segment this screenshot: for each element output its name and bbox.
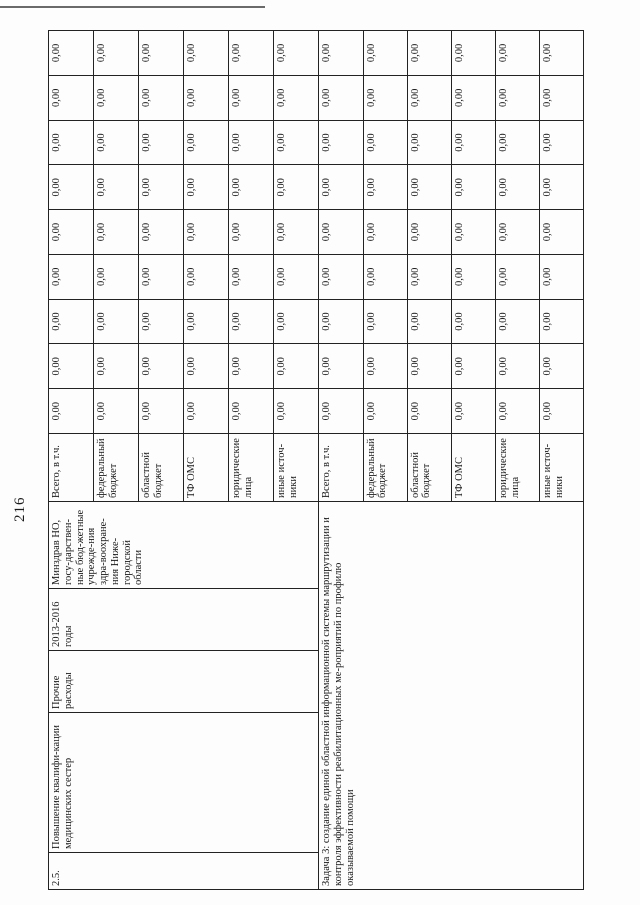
value-cell: 0,00: [363, 120, 407, 165]
value-cell: 0,00: [451, 389, 495, 434]
value-cell: 0,00: [94, 120, 139, 165]
funding-source-label: областной бюджет: [139, 434, 184, 502]
value-cell: 0,00: [49, 210, 94, 255]
value-cell: 0,00: [495, 254, 539, 299]
value-cell: 0,00: [319, 254, 363, 299]
value-cell: 0,00: [49, 120, 94, 165]
row-period: 2013-2016 годы: [49, 589, 319, 651]
value-cell: 0,00: [539, 389, 583, 434]
task-heading: Задача 3: создание единой областной информационной системы маршрутизации и контроля эффективности реабилитационных ме-роприятий по профилю оказываемой помощи: [319, 502, 584, 890]
funding-source-label: Всего, в т.ч.: [49, 434, 94, 502]
value-cell: 0,00: [451, 75, 495, 120]
value-cell: 0,00: [319, 344, 363, 389]
value-cell: 0,00: [94, 165, 139, 210]
value-cell: 0,00: [495, 344, 539, 389]
value-cell: 0,00: [139, 75, 184, 120]
value-cell: 0,00: [319, 299, 363, 344]
value-cell: 0,00: [49, 254, 94, 299]
funding-source-label: иные источ-ники: [539, 434, 583, 502]
value-cell: 0,00: [363, 254, 407, 299]
value-cell: 0,00: [407, 120, 451, 165]
value-cell: 0,00: [495, 389, 539, 434]
funding-source-label: иные источ-ники: [274, 434, 319, 502]
value-cell: 0,00: [539, 120, 583, 165]
funding-source-label: юридические лица: [495, 434, 539, 502]
funding-source-label: юридические лица: [229, 434, 274, 502]
value-cell: 0,00: [139, 210, 184, 255]
funding-source-label: федеральный бюджет: [94, 434, 139, 502]
rotated-sheet: [12, 30, 584, 890]
value-cell: 0,00: [184, 75, 229, 120]
value-cell: 0,00: [184, 344, 229, 389]
row-expense-type: Прочие расходы: [49, 651, 319, 713]
value-cell: 0,00: [451, 344, 495, 389]
value-cell: 0,00: [495, 75, 539, 120]
value-cell: 0,00: [363, 75, 407, 120]
value-cell: 0,00: [407, 31, 451, 76]
value-cell: 0,00: [229, 389, 274, 434]
row-number: 2.5.: [49, 853, 319, 890]
value-cell: 0,00: [49, 344, 94, 389]
value-cell: 0,00: [407, 299, 451, 344]
value-cell: 0,00: [363, 210, 407, 255]
value-cell: 0,00: [229, 120, 274, 165]
value-cell: 0,00: [184, 389, 229, 434]
value-cell: 0,00: [274, 254, 319, 299]
value-cell: 0,00: [363, 31, 407, 76]
value-cell: 0,00: [184, 254, 229, 299]
value-cell: 0,00: [274, 165, 319, 210]
program-table: [48, 30, 584, 890]
value-cell: 0,00: [319, 120, 363, 165]
value-cell: 0,00: [139, 389, 184, 434]
value-cell: 0,00: [49, 165, 94, 210]
value-cell: 0,00: [139, 120, 184, 165]
value-cell: 0,00: [49, 299, 94, 344]
value-cell: 0,00: [319, 165, 363, 210]
value-cell: 0,00: [229, 299, 274, 344]
funding-source-label: Всего, в т.ч.: [319, 434, 363, 502]
value-cell: 0,00: [319, 31, 363, 76]
value-cell: 0,00: [319, 389, 363, 434]
value-cell: 0,00: [539, 31, 583, 76]
value-cell: 0,00: [539, 165, 583, 210]
value-cell: 0,00: [139, 299, 184, 344]
value-cell: 0,00: [184, 31, 229, 76]
value-cell: 0,00: [94, 344, 139, 389]
value-cell: 0,00: [451, 254, 495, 299]
value-cell: 0,00: [274, 299, 319, 344]
value-cell: 0,00: [407, 344, 451, 389]
value-cell: 0,00: [451, 120, 495, 165]
value-cell: 0,00: [139, 344, 184, 389]
value-cell: 0,00: [407, 165, 451, 210]
table-row: [319, 31, 363, 890]
value-cell: 0,00: [274, 344, 319, 389]
value-cell: 0,00: [229, 165, 274, 210]
value-cell: 0,00: [495, 165, 539, 210]
value-cell: 0,00: [139, 31, 184, 76]
value-cell: 0,00: [407, 389, 451, 434]
funding-source-label: ТФ ОМС: [451, 434, 495, 502]
value-cell: 0,00: [539, 75, 583, 120]
value-cell: 0,00: [495, 299, 539, 344]
funding-source-label: областной бюджет: [407, 434, 451, 502]
value-cell: 0,00: [229, 210, 274, 255]
page-number: 216: [12, 496, 28, 522]
value-cell: 0,00: [319, 75, 363, 120]
value-cell: 0,00: [319, 210, 363, 255]
value-cell: 0,00: [94, 299, 139, 344]
value-cell: 0,00: [229, 344, 274, 389]
value-cell: 0,00: [451, 299, 495, 344]
value-cell: 0,00: [539, 299, 583, 344]
value-cell: 0,00: [49, 389, 94, 434]
value-cell: 0,00: [363, 344, 407, 389]
value-cell: 0,00: [229, 254, 274, 299]
value-cell: 0,00: [451, 210, 495, 255]
table-row: [49, 31, 94, 890]
value-cell: 0,00: [539, 210, 583, 255]
value-cell: 0,00: [184, 165, 229, 210]
value-cell: 0,00: [363, 165, 407, 210]
value-cell: 0,00: [94, 254, 139, 299]
value-cell: 0,00: [363, 299, 407, 344]
value-cell: 0,00: [451, 31, 495, 76]
value-cell: 0,00: [274, 75, 319, 120]
value-cell: 0,00: [94, 31, 139, 76]
value-cell: 0,00: [49, 75, 94, 120]
value-cell: 0,00: [94, 75, 139, 120]
value-cell: 0,00: [407, 210, 451, 255]
value-cell: 0,00: [184, 210, 229, 255]
funding-source-label: ТФ ОМС: [184, 434, 229, 502]
value-cell: 0,00: [274, 120, 319, 165]
value-cell: 0,00: [49, 31, 94, 76]
row-executor: Минздрав НО, госу-дарствен-ные бюд-жетные учрежде-ния здра-воохране-ния Ниже-городской области: [49, 502, 319, 589]
value-cell: 0,00: [274, 210, 319, 255]
value-cell: 0,00: [184, 299, 229, 344]
value-cell: 0,00: [539, 344, 583, 389]
value-cell: 0,00: [539, 254, 583, 299]
value-cell: 0,00: [94, 210, 139, 255]
value-cell: 0,00: [184, 120, 229, 165]
funding-source-label: федеральный бюджет: [363, 434, 407, 502]
value-cell: 0,00: [407, 75, 451, 120]
value-cell: 0,00: [274, 31, 319, 76]
value-cell: 0,00: [139, 165, 184, 210]
value-cell: 0,00: [451, 165, 495, 210]
value-cell: 0,00: [495, 31, 539, 76]
value-cell: 0,00: [495, 120, 539, 165]
top-edge-line: [0, 6, 265, 8]
value-cell: 0,00: [139, 254, 184, 299]
value-cell: 0,00: [274, 389, 319, 434]
value-cell: 0,00: [94, 389, 139, 434]
value-cell: 0,00: [407, 254, 451, 299]
value-cell: 0,00: [229, 75, 274, 120]
value-cell: 0,00: [363, 389, 407, 434]
row-measure-name: Повышение квалифи-кации медицинских сестер: [49, 713, 319, 853]
value-cell: 0,00: [495, 210, 539, 255]
value-cell: 0,00: [229, 31, 274, 76]
